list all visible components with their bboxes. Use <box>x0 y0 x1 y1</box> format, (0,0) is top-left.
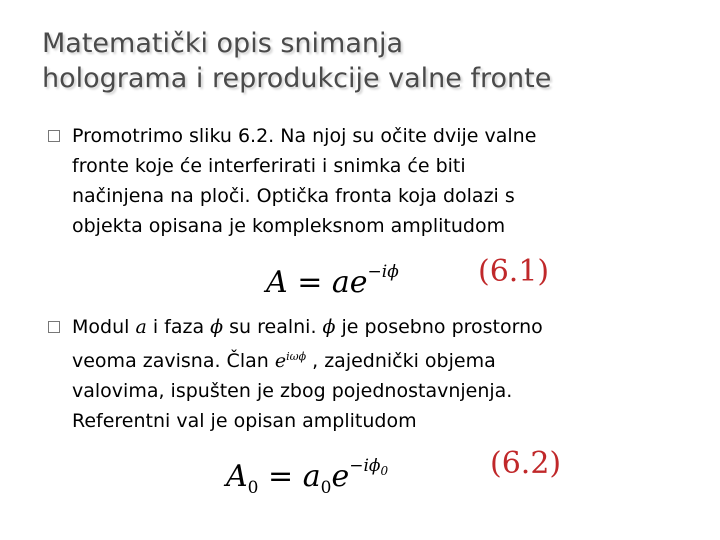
eq2-exponent-sub: 0 <box>380 464 389 478</box>
equation-6-2 <box>226 448 388 506</box>
bullet-1-line-1: Promotrimo sliku 6.2. Na njoj su očite dvije valne <box>72 125 537 147</box>
text-part: su realni. <box>223 316 323 338</box>
bullet-2-line-1 <box>48 312 698 342</box>
eq1-rhs: ae <box>331 265 368 300</box>
phase-symbol: ϕ <box>322 316 336 338</box>
equation-6-1 <box>266 254 399 301</box>
phase-symbol: ϕ <box>210 316 224 338</box>
title-line-1: Matematički opis snimanja <box>42 28 404 59</box>
eq1-equals: = <box>287 265 332 300</box>
bullet-paragraph-1 <box>48 121 698 241</box>
eq1-exponent: −iϕ <box>367 262 399 282</box>
title-line-2: holograma i reprodukcije valne fronte <box>42 63 552 94</box>
eq2-exponent-text: −iϕ <box>349 456 381 476</box>
eq2-lhs-sub: 0 <box>247 478 259 498</box>
bullet-1-line-3: načinjena na ploči. Optička fronta koja dolazi s <box>72 185 515 207</box>
eq1-lhs: A <box>266 265 288 300</box>
text-part: i faza <box>146 316 211 338</box>
bullet-2-line-4: Referentni val je opisan amplitudom <box>72 410 417 432</box>
equation-number-6-2: (6.2) <box>490 446 562 481</box>
eq2-equals: = <box>258 459 303 494</box>
equation-number-6-1: (6.1) <box>478 254 550 289</box>
bullet-square-icon <box>48 321 60 333</box>
text-part: je posebno prostorno <box>335 316 543 338</box>
bullet-paragraph-2 <box>48 312 698 436</box>
exp-superscript: iωϕ <box>286 350 307 363</box>
bullet-2-line-2 <box>48 342 698 376</box>
eq2-e: e <box>331 459 350 494</box>
eq2-a: a <box>302 459 321 494</box>
eq2-exponent <box>349 456 388 476</box>
text-part: veoma zavisna. Član <box>72 350 275 372</box>
text-part: , zajednički objema <box>306 350 496 372</box>
bullet-2-line-3: valovima, ispušten je zbog pojednostavnjenja. <box>72 380 513 402</box>
bullet-1-line-4: objekta opisana je kompleksnom amplitudom <box>72 215 506 237</box>
bullet-1-line-2: fronte koje će interferirati i snimka će biti <box>72 155 466 177</box>
eq2-lhs: A <box>226 459 248 494</box>
text-part: Modul <box>72 316 136 338</box>
exp-base-symbol: e <box>274 350 287 372</box>
slide-title <box>42 26 702 96</box>
modul-symbol: a <box>135 316 147 338</box>
bullet-square-icon <box>48 130 60 142</box>
eq2-a-sub: 0 <box>320 478 332 498</box>
